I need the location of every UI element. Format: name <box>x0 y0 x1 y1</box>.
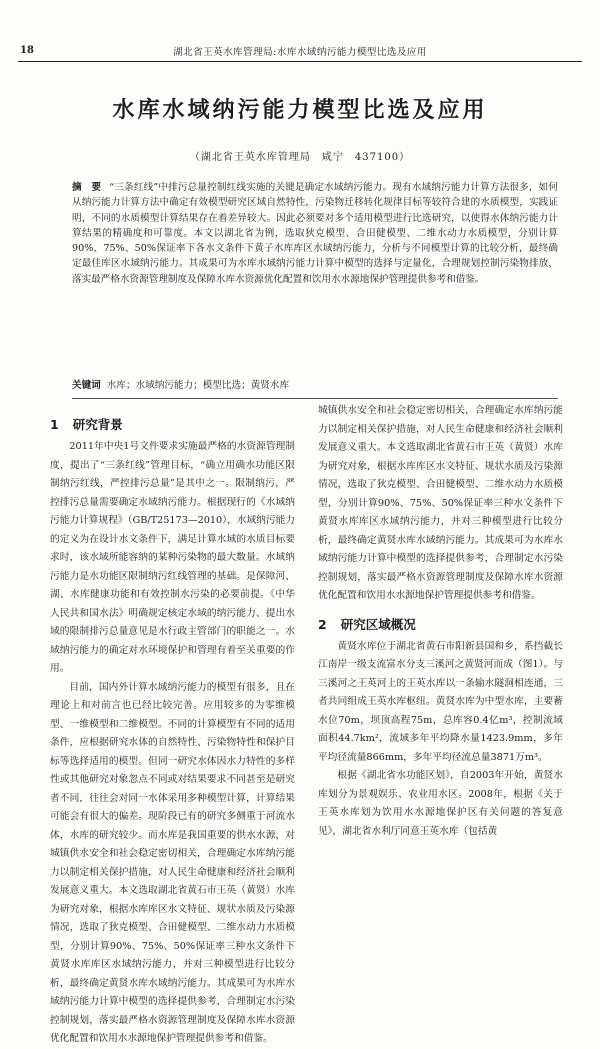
section-1-paragraph-2: 目前，国内外计算水域纳污能力的模型有很多，且在理论上和对前言也已经比较完善。应用较多的为零维模型、一维模型和二维模型。不同的计算模型有不同的适用条件，应根据研究水体的自然特性、污染物特性和保护目标等选择适用的模型。但同一研究水体因水力特性的多样性或其他研究对象忽点不同或对结果要求不同甚至是研究者不同，往往会对同一水体采用多种模型计算，计算结果可能会有很大的偏差。现阶段已有的研究多侧重于河流水体，水库的研究较少。而水库是我国重要的供水水源，对城镇供水安全和社会稳定密切相关，合理确定水库纳污能力以制定相关保护措施，对人民生命健康和经济社会顺利发展意义重大。本文选取湖北省黄石市王英（黄贤）水库为研究对象，根据水库库区水文特征、规状水质及污染源情况，选取了狄克模型、合田健模型、二维水动力水质模型，分别计算90%、75%、50%保证率三种水文条件下黄贤水库库区水域纳污能力，并对三种模型进行比较分析，最终确定黄贤水库水域纳污能力。其成果可为水库水域纳污能力计算中模型的选择提供参考，合理制定水污染控制规划，落实最严格水资源管理制度及保障水库水资源优化配置和饮用水水源地保护管理提供参考和借鉴。 <box>50 681 295 1044</box>
section-1-title: 研究背景 <box>72 417 123 432</box>
right-column-viewport <box>318 300 563 336</box>
keywords-text: 水库；水域纳污能力；模型比选；黄贤水库 <box>106 380 290 391</box>
body-column-left <box>50 412 295 1044</box>
section-1-paragraph-1: 2011年中央1号文件要求实施最严格的水资源管理制度，提出了“三条红线”管理目标，“确立用确水功能区限制纳污红线，严控排污总量”是其中之一。限制纳污，严控排污总量需要确定水域纳污能力。根据现行的《水域纳污能力计算规程》（GB/T25173—2010），水域纳污能力的定义为在设计水文条件下，满足计算水域的水质目标要求时，该水域所能容纳的某种污染物的最大数量。水域纳污能力是水功能区限制纳污红线管理的基础。是保障河、湖、水库健康功能和有效控制水污染的必要前提。《中华人民共和国水法》明确规定核定水域的纳污能力、提出水域的限制排污总量意见是水行政主管部门的职能之一。水域纳污能力的确定对水环境保护和管理有着至关重要的作用。 <box>50 441 295 674</box>
section-2-paragraph-1: 黄贤水库位于湖北省黄石市阳新县国和乡，系挡截长江南岸一级支流富水分支三溪河之黄贤河而成（图1）。与三溪河之王英河上的王英水库以一条输水隧洞相连通，三者共同组成王英水库枢纽。黄贤水库为中型水库，主要蓄水位70m，坝顶高程75m，总库容0.4亿m³，控制流域面积44.7km²，流域多年平均降水量1423.9mm，多年平均径流量866mm，多年平均径流总量3871万m³。 <box>318 640 563 763</box>
body-column-right-content <box>318 402 563 837</box>
header-rule <box>18 61 582 62</box>
abstract <box>72 180 558 287</box>
section-1-number: 1 <box>50 417 59 432</box>
section-1-heading <box>50 412 295 438</box>
section-2-heading <box>318 612 563 638</box>
page-number: 18 <box>20 45 34 56</box>
abstract-label: 摘 要 <box>72 182 102 193</box>
author-affiliation: （湖北省王英水库管理局 咸宁 437100） <box>189 152 411 163</box>
section-2-paragraph-2: 根据《湖北省水功能区划》，自2003年开始，黄贤水库划分为景观娱乐、农业用水区。2008年，根据《关于王英水库划为饮用水水源地保护区有关问题的答复意见》，湖北省水利厅同意王英水库（包括黄 <box>318 770 563 837</box>
paper-title: 水库水域纳污能力模型比选及应用 <box>112 98 488 123</box>
section-2-title: 研究区域概况 <box>340 616 416 632</box>
keywords-label: 关键词 <box>72 380 101 391</box>
section-2-number: 2 <box>318 616 327 632</box>
abstract-text: “三条红线”中排污总量控制红线实施的关键是确定水域纳污能力。现有水域纳污能力计算方法很多，如何从纳污能力计算方法中确定有效模型研究区域自然特性，污染物迁移转化规律目标等较符合建的水质模型，实践证明，不同的水质模型计算结果存在着差异较大。因此必须要对多个适用模型进行比选研究，以使得水体纳污能力计算结果的精确度和可靠度。本文以湖北省为例，选取狄克模型、合田健模型、二维水动力水质模型，分别计算90%、75%、50%保证率下各水文条件下黄子水库库区水域纳污能力，分析与不同模型计算的比较分析，最终确定最佳库区水域纳污能力。其成果可为水库水域纳污能力计算中模型的选择与定量化，合理规划控制污染物排放，落实最严格水资源管理制度及保障水库水资源优化配置和饮用水水源地保护管理提供参考和借鉴。 <box>72 182 559 285</box>
section-1-continued: 城镇供水安全和社会稳定密切相关，合理确定水库纳污能力以制定相关保护措施，对人民生命健康和经济社会顺利发展意义重大。本文选取湖北省黄石市王英（黄贤）水库为研究对象，根据水库库区水文特征、规状水质及污染源情况，选取了狄克模型、合田健模型、二维水动力水质模型，分别计算90%、75%、50%保证率三种水文条件下黄贤水库库区水域纳污能力，并对三种模型进行比较分析，最终确定黄贤水库水域纳污能力。其成果可为水库水域纳污能力计算中模型的选择提供参考，合理制定水污染控制规划，落实最严格水资源管理制度及保障水库水资源优化配置和饮用水水源地保护管理提供参考和借鉴。 <box>318 405 563 601</box>
running-header: 湖北省王英水库管理局:水库水域纳污能力模型比选及应用 <box>173 47 427 58</box>
